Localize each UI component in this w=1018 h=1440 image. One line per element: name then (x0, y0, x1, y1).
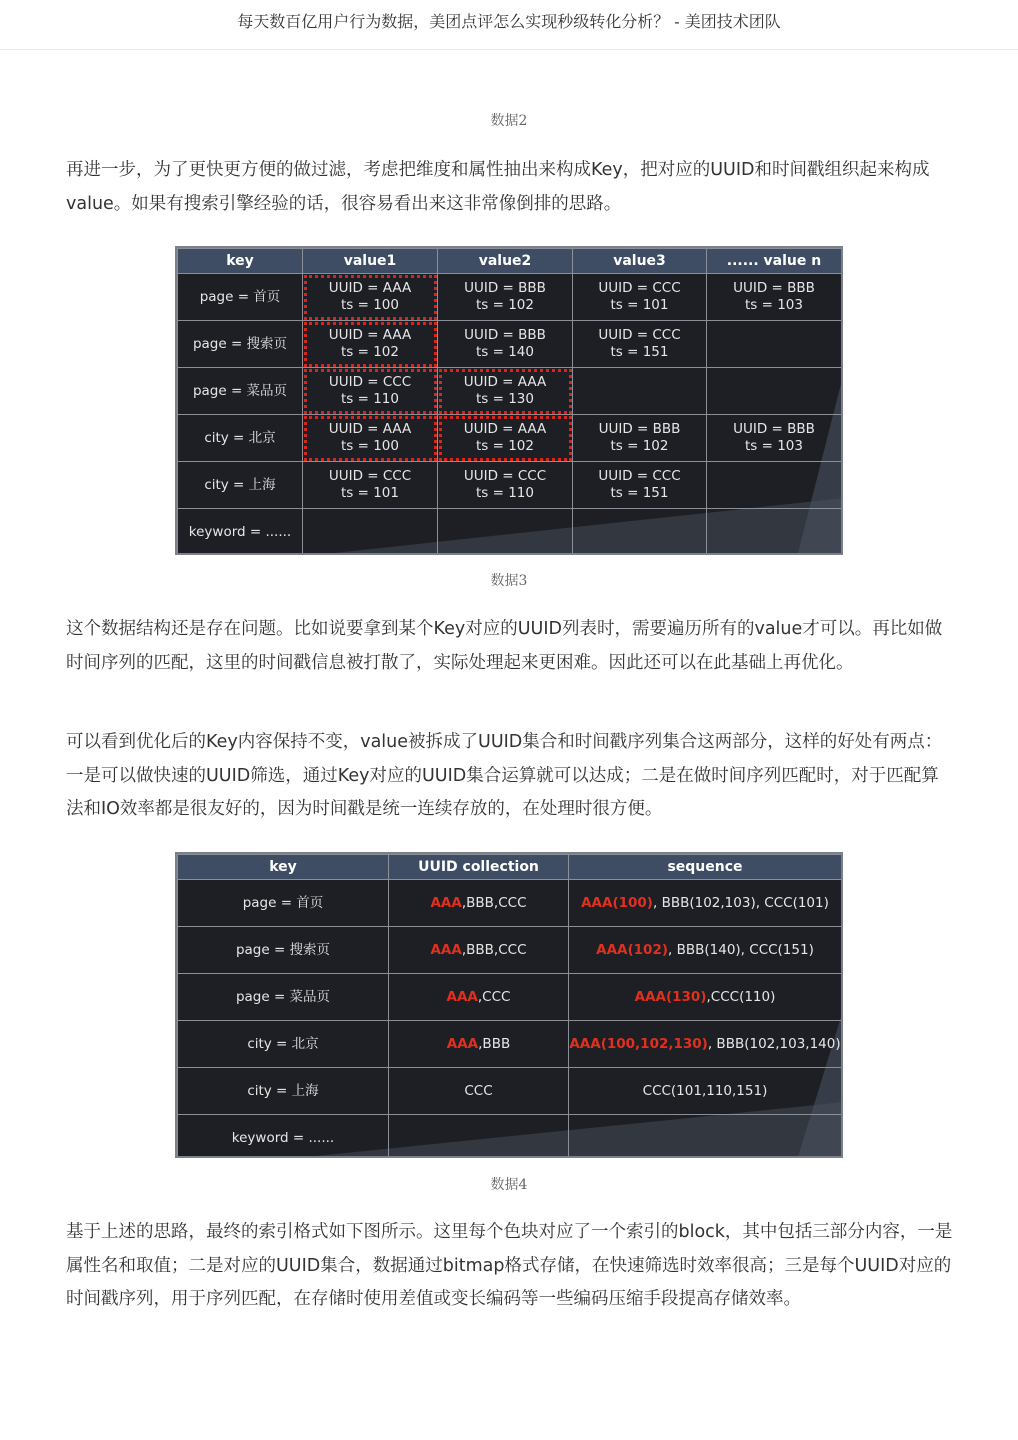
uuid-text: UUID = AAA (463, 421, 547, 437)
uuid-collection-cell (389, 1115, 569, 1159)
value-cell (303, 274, 438, 321)
table-row (178, 1115, 842, 1159)
sequence-cell (569, 880, 842, 927)
sequence-text: , BBB(140), CCC(151) (668, 941, 814, 958)
figure-4-table (177, 854, 842, 1158)
highlighted-sequence: AAA(100,102,130) (569, 1035, 708, 1052)
figure-caption-2: 数据2 (490, 113, 528, 129)
key-cell: city = 上海 (178, 462, 303, 509)
value-cell (438, 415, 573, 462)
highlighted-uuid: AAA (430, 894, 462, 911)
uuid-collection-cell (389, 974, 569, 1021)
timestamp-text: ts = 101 (341, 485, 399, 501)
uuid-text: UUID = CCC (598, 280, 681, 296)
value-cell (707, 415, 842, 462)
table-row (178, 415, 842, 462)
table-header-row (178, 855, 842, 880)
timestamp-text: ts = 102 (610, 438, 669, 454)
column-header: key (178, 249, 303, 274)
timestamp-text: ts = 102 (476, 438, 534, 454)
timestamp-text: ts = 151 (610, 485, 669, 501)
highlighted-uuid: AAA (446, 1035, 479, 1052)
key-cell: city = 北京 (178, 415, 303, 462)
table-row (178, 1021, 842, 1068)
table-row (178, 462, 842, 509)
column-header: UUID collection (389, 855, 569, 880)
paragraph-1: 再进一步，为了更快更方便的做过滤，考虑把维度和属性抽出来构成Key，把对应的UUID和时间戳组织起来构成value。如果有搜索引擎经验的话，很容易看出来这非常像倒排的思路。 (66, 160, 930, 214)
value-cell (573, 509, 707, 556)
key-cell: page = 搜索页 (178, 927, 389, 974)
column-header: ...... value n (707, 249, 842, 274)
table-row (178, 880, 842, 927)
sequence-cell (569, 974, 842, 1021)
figure-4-optimized-index-table (175, 852, 843, 1158)
value-cell (303, 415, 438, 462)
highlighted-uuid: AAA (446, 988, 478, 1005)
page-header (0, 0, 1018, 50)
value-cell (707, 462, 842, 509)
highlighted-uuid: AAA (430, 941, 462, 958)
uuid-text: UUID = BBB (464, 280, 546, 296)
key-cell: page = 菜品页 (178, 974, 389, 1021)
sequence-text: , BBB(102,103,140) (707, 1035, 841, 1052)
value-cell (573, 321, 707, 368)
timestamp-text: ts = 103 (745, 297, 803, 313)
uuid-list-text: ,BBB,CCC (461, 941, 527, 958)
timestamp-text: ts = 140 (476, 344, 534, 360)
uuid-text: UUID = CCC (328, 468, 412, 484)
timestamp-text: ts = 110 (476, 485, 534, 501)
sequence-cell (569, 1021, 842, 1068)
uuid-text: UUID = AAA (463, 374, 547, 390)
uuid-text: UUID = CCC (328, 374, 412, 390)
uuid-list-text: ,BBB (478, 1035, 511, 1052)
timestamp-text: ts = 130 (476, 391, 534, 407)
uuid-text: UUID = CCC (463, 468, 547, 484)
value-cell (303, 509, 438, 556)
value-cell (303, 462, 438, 509)
table-header-row (178, 249, 842, 274)
highlighted-sequence: AAA(130) (634, 988, 707, 1005)
uuid-text: UUID = BBB (733, 280, 815, 296)
uuid-text: UUID = BBB (598, 421, 681, 437)
timestamp-text: ts = 101 (610, 297, 669, 313)
table-row (178, 321, 842, 368)
table-row (178, 974, 842, 1021)
value-cell (573, 415, 707, 462)
value-cell (438, 368, 573, 415)
uuid-text: UUID = BBB (733, 421, 815, 437)
key-cell: city = 北京 (178, 1021, 389, 1068)
value-cell (707, 368, 842, 415)
sequence-text: CCC(101,110,151) (642, 1082, 768, 1099)
figure-3-table (177, 248, 842, 555)
key-cell: page = 菜品页 (178, 368, 303, 415)
value-cell (438, 509, 573, 556)
timestamp-text: ts = 102 (476, 297, 534, 313)
uuid-list-text: ,BBB,CCC (461, 894, 527, 911)
value-cell (707, 321, 842, 368)
timestamp-text: ts = 151 (610, 344, 669, 360)
uuid-text: UUID = BBB (464, 327, 546, 343)
value-cell (707, 509, 842, 556)
uuid-text: UUID = AAA (328, 421, 412, 437)
paragraph-2: 这个数据结构还是存在问题。比如说要拿到某个Key对应的UUID列表时，需要遍历所有的value才可以。再比如做时间序列的匹配，这里的时间戳信息被打散了，实际处理起来更困难。因此还可以在此基础上再优化。 (66, 619, 943, 673)
timestamp-text: ts = 100 (341, 297, 399, 313)
value-cell (573, 274, 707, 321)
timestamp-text: ts = 110 (341, 391, 399, 407)
table-row (178, 1068, 842, 1115)
value-cell (303, 368, 438, 415)
timestamp-text: ts = 102 (341, 344, 399, 360)
figure-caption-3: 数据3 (490, 573, 528, 589)
key-cell: city = 上海 (178, 1068, 389, 1115)
uuid-collection-cell (389, 927, 569, 974)
key-cell: page = 首页 (178, 274, 303, 321)
timestamp-text: ts = 103 (745, 438, 803, 454)
highlighted-sequence: AAA(100) (581, 894, 653, 911)
paragraph-4: 基于上述的思路，最终的索引格式如下图所示。这里每个色块对应了一个索引的block，其中包括三部分内容，一是属性名和取值；二是对应的UUID集合，数据通过bitmap格式存储，在快速筛选时效率很高；三是每个UUID对应的时间戳序列，用于序列匹配，在存储时使用差值或变长编码等一些编码压缩手段提高存储效率。 (66, 1222, 953, 1309)
uuid-collection-cell (389, 1068, 569, 1115)
column-header: key (178, 855, 389, 880)
uuid-collection-cell (389, 880, 569, 927)
table-row (178, 509, 842, 556)
sequence-text: ,CCC(110) (706, 988, 776, 1005)
value-cell (573, 462, 707, 509)
key-cell: keyword = ...... (178, 1115, 389, 1159)
uuid-text: UUID = AAA (328, 327, 412, 343)
uuid-collection-cell (389, 1021, 569, 1068)
uuid-text: UUID = CCC (598, 327, 681, 343)
page-header-title: 每天数百亿用户行为数据，美团点评怎么实现秒级转化分析？ - 美团技术团队 (237, 12, 781, 31)
value-cell (573, 368, 707, 415)
sequence-cell (569, 927, 842, 974)
table-row (178, 368, 842, 415)
table-row (178, 927, 842, 974)
sequence-cell (569, 1068, 842, 1115)
column-header: value3 (573, 249, 707, 274)
column-header: value2 (438, 249, 573, 274)
key-cell: page = 搜索页 (178, 321, 303, 368)
column-header: sequence (569, 855, 842, 880)
table-row (178, 274, 842, 321)
value-cell (707, 274, 842, 321)
value-cell (303, 321, 438, 368)
uuid-text: UUID = CCC (598, 468, 681, 484)
figure-caption-4: 数据4 (490, 1177, 528, 1193)
value-cell (438, 274, 573, 321)
key-cell: page = 首页 (178, 880, 389, 927)
paragraph-3: 可以看到优化后的Key内容保持不变，value被拆成了UUID集合和时间戳序列集合这两部分，这样的好处有两点：一是可以做快速的UUID筛选，通过Key对应的UUID集合运算就可以达成；二是在做时间序列匹配时，对于匹配算法和IO效率都是很友好的，因为时间戳是统一连续存放的，在处理时很方便。 (66, 732, 943, 819)
key-cell: keyword = ...... (178, 509, 303, 556)
figure-3-inverted-index-table (175, 246, 843, 555)
timestamp-text: ts = 100 (341, 438, 399, 454)
highlighted-sequence: AAA(102) (596, 941, 669, 958)
sequence-cell (569, 1115, 842, 1159)
uuid-list-text: CCC (464, 1082, 493, 1099)
sequence-text: , BBB(102,103), CCC(101) (652, 894, 829, 911)
value-cell (438, 462, 573, 509)
uuid-list-text: ,CCC (477, 988, 511, 1005)
column-header: value1 (303, 249, 438, 274)
uuid-text: UUID = AAA (328, 280, 412, 296)
value-cell (438, 321, 573, 368)
